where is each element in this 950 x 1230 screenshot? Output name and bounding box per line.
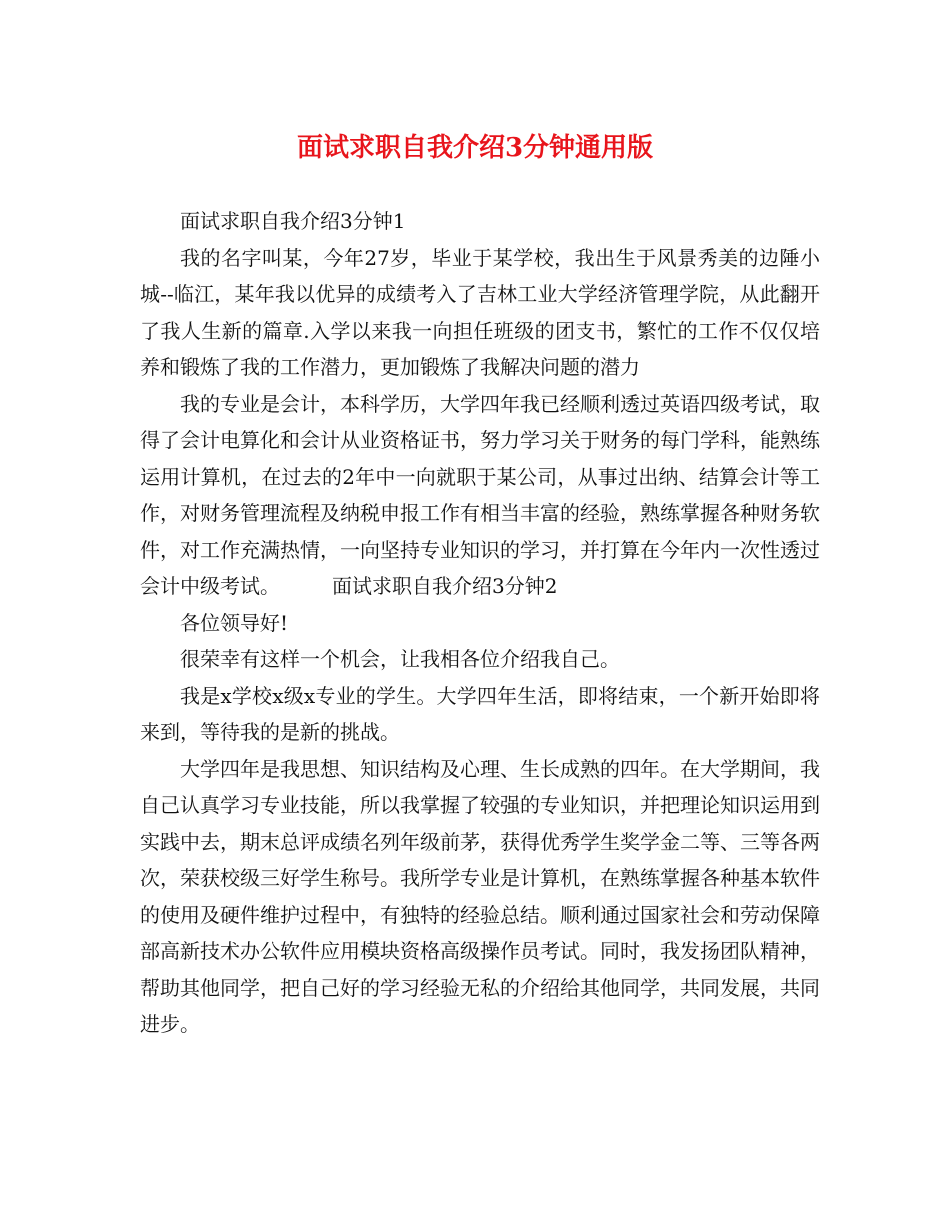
paragraph: 很荣幸有这样一个机会，让我相各位介绍我自己。 <box>180 647 620 671</box>
section-heading-2: 面试求职自我介绍3分钟2 <box>332 574 558 598</box>
paragraph: 我的专业是会计，本科学历，大学四年我已经顺利透过英语四级考试，取得了会计电算化和会计从业资格证书，努力学习关于财务的每门学科，能熟练运用计算机，在过去的2年中一向就职于某公司，从事过出纳、结算会计等工作，对财务管理流程及纳税申报工作有相当丰富的经验，熟练掌握各种财务软件，对工作充满热情，一向坚持专业知识的学习，并打算在今年内一次性透过会计中级考试。 <box>140 391 820 598</box>
greeting: 各位领导好! <box>180 610 289 635</box>
paragraph: 大学四年是我思想、知识结构及心理、生长成熟的四年。在大学期间，我自己认真学习专业技能，所以我掌握了较强的专业知识，并把理论知识运用到实践中去，期末总评成绩名列年级前茅，获得优秀学生奖学金二等、三等各两次，荣获校级三好学生称号。我所学专业是计算机，在熟练掌握各种基本软件的使用及硬件维护过程中，有独特的经验总结。顺利通过国家社会和劳动保障部高新技术办公软件应用模块资格高级操作员考试。同时，我发扬团队精神，帮助其他同学，把自己好的学习经验无私的介绍给其他同学，共同发展，共同进步。 <box>140 756 820 1036</box>
document-title: 面试求职自我介绍3分钟通用版 <box>296 133 654 163</box>
document-body <box>140 203 820 1043</box>
paragraph: 我是x学校x级x专业的学生。大学四年生活，即将结束，一个新开始即将来到，等待我的是新的挑战。 <box>140 683 820 744</box>
paragraph-with-heading <box>140 386 820 605</box>
paragraph: 我的名字叫某，今年27岁，毕业于某学校，我出生于风景秀美的边陲小城--临江，某年我以优异的成绩考入了吉林工业大学经济管理学院，从此翻开了我人生新的篇章.入学以来我一向担任班级的团支书，繁忙的工作不仅仅培养和锻炼了我的工作潜力，更加锻炼了我解决问题的潜力 <box>140 245 820 379</box>
section-heading-1: 面试求职自我介绍3分钟1 <box>180 209 406 233</box>
